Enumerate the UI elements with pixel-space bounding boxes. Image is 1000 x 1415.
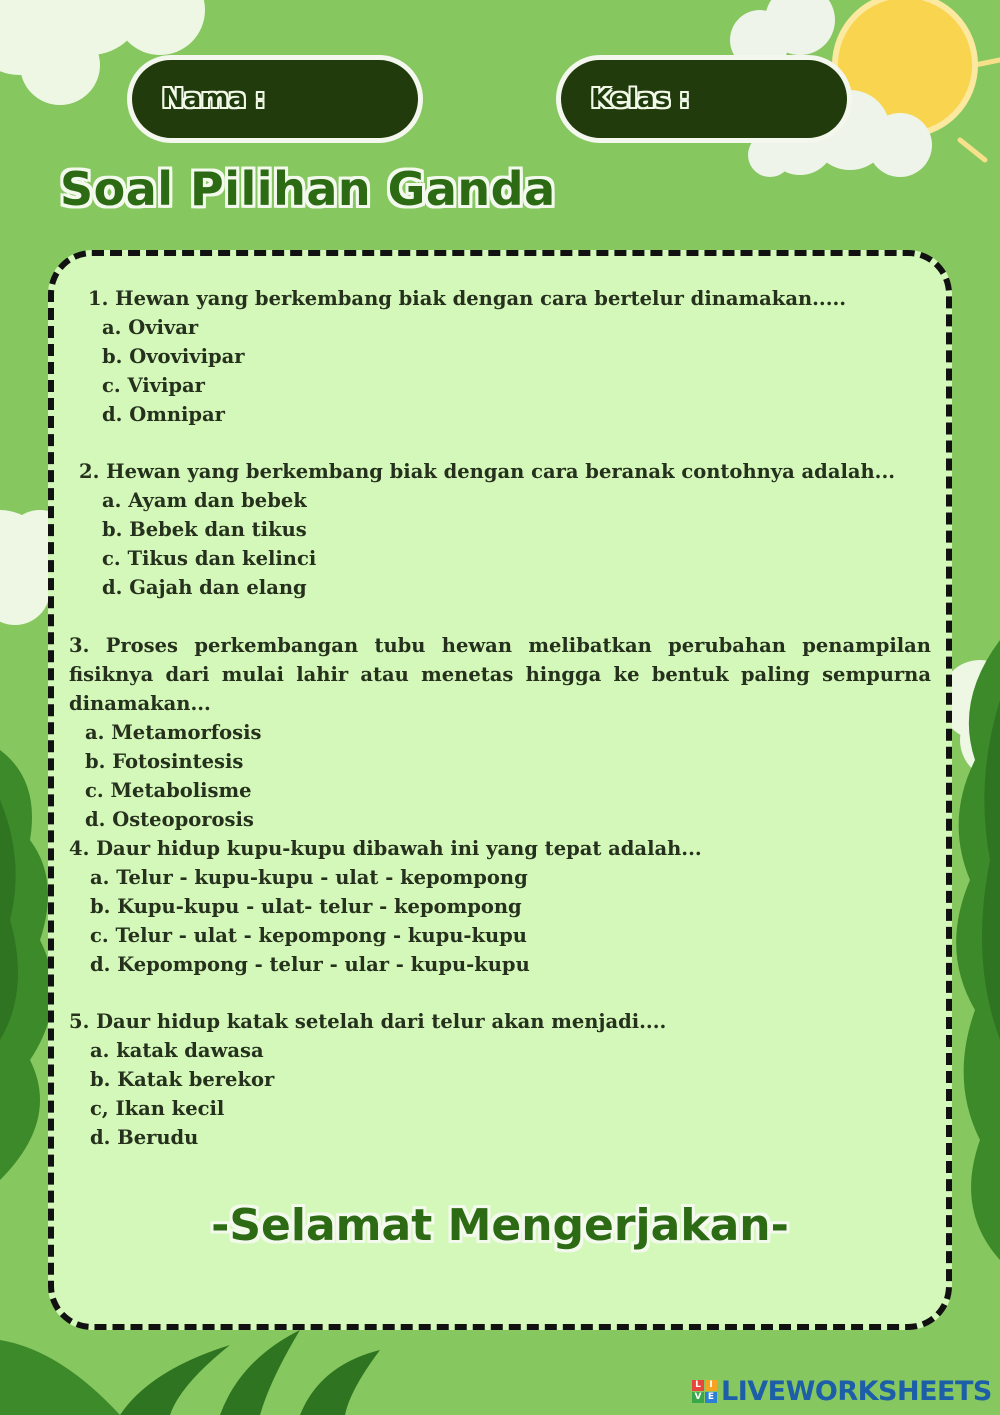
option-list: [69, 1036, 666, 1152]
option-d[interactable]: d. Kepompong - telur - ular - kupu-kupu: [90, 953, 530, 976]
option-a[interactable]: a. Ayam dan bebek: [102, 489, 307, 512]
question-stem: 1. Hewan yang berkembang biak dengan cara bertelur dinamakan.....: [88, 287, 847, 310]
option-a[interactable]: a. Ovivar: [102, 316, 199, 339]
option-c[interactable]: c. Metabolisme: [85, 779, 252, 802]
question-5: [69, 1007, 666, 1152]
option-d[interactable]: d. Osteoporosis: [85, 808, 254, 831]
class-label: Kelas :: [591, 84, 690, 114]
question-4: [69, 834, 702, 979]
question-1: [88, 284, 846, 429]
brand-name: LIVEWORKSHEETS: [721, 1375, 992, 1407]
option-b[interactable]: b. Bebek dan tikus: [102, 518, 307, 541]
name-field[interactable]: [127, 55, 423, 143]
option-b[interactable]: b. Katak berekor: [90, 1068, 275, 1091]
name-label: Nama :: [162, 84, 266, 114]
question-stem: 5. Daur hidup katak setelah dari telur akan menjadi....: [69, 1010, 667, 1033]
option-list: [88, 313, 846, 429]
closing-message: -Selamat Mengerjakan-: [211, 1200, 789, 1251]
option-b[interactable]: b. Fotosintesis: [85, 750, 244, 773]
option-c[interactable]: c. Vivipar: [102, 374, 205, 397]
option-c[interactable]: c, Ikan kecil: [90, 1097, 225, 1120]
logo-letter: E: [705, 1392, 717, 1403]
logo-mark-icon: [692, 1380, 717, 1403]
option-b[interactable]: b. Kupu-kupu - ulat- telur - kepompong: [90, 895, 522, 918]
option-list: [69, 863, 702, 979]
question-stem: 2. Hewan yang berkembang biak dengan cara beranak contohnya adalah...: [79, 460, 896, 483]
option-list: [79, 486, 895, 602]
option-list: [69, 718, 931, 834]
logo-letter: I: [705, 1380, 717, 1391]
class-field[interactable]: [556, 55, 852, 143]
page-title: Soal Pilihan Ganda: [60, 162, 556, 216]
liveworksheets-logo[interactable]: [692, 1375, 992, 1407]
option-d[interactable]: d. Berudu: [90, 1126, 199, 1149]
question-2: [79, 457, 895, 602]
logo-letter: V: [692, 1392, 704, 1403]
option-a[interactable]: a. katak dawasa: [90, 1039, 264, 1062]
option-c[interactable]: c. Telur - ulat - kepompong - kupu-kupu: [90, 924, 527, 947]
question-stem: 3. Proses perkembangan tubu hewan melibatkan perubahan penampilan fisiknya dari mulai lahir atau menetas hingga ke bentuk paling sempurna dinamakan...: [69, 634, 931, 715]
option-d[interactable]: d. Omnipar: [102, 403, 225, 426]
option-a[interactable]: a. Telur - kupu-kupu - ulat - kepompong: [90, 866, 528, 889]
option-d[interactable]: d. Gajah dan elang: [102, 576, 307, 599]
option-a[interactable]: a. Metamorfosis: [85, 721, 262, 744]
logo-letter: L: [692, 1380, 704, 1391]
option-b[interactable]: b. Ovovivipar: [102, 345, 245, 368]
question-stem: 4. Daur hidup kupu-kupu dibawah ini yang tepat adalah...: [69, 837, 702, 860]
option-c[interactable]: c. Tikus dan kelinci: [102, 547, 317, 570]
question-3: [69, 631, 931, 834]
